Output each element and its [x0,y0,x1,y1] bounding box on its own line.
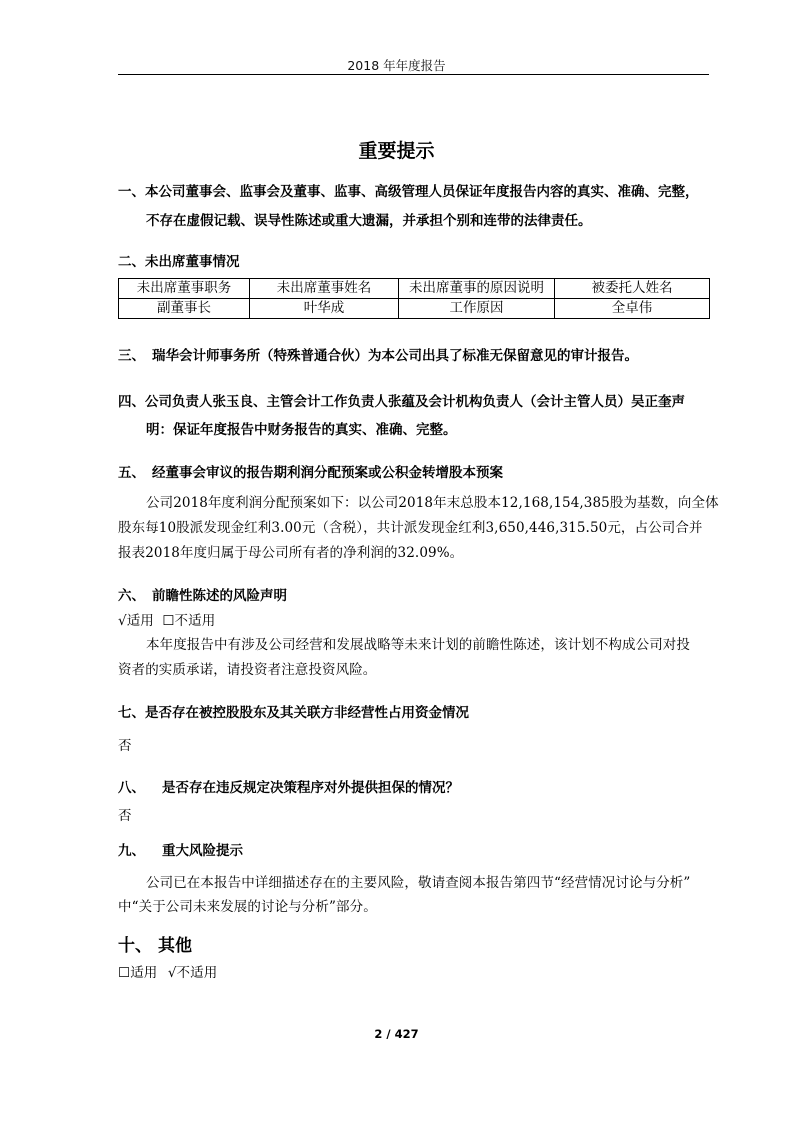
checkmark-icon: √ [167,965,177,981]
section-4-line-2: 明：保证年度报告中财务报告的真实、准确、完整。 [146,422,457,438]
section-7-heading: 七、是否存在被控股股东及其关联方非经营性占用资金情况 [118,705,469,721]
page-title: 重要提示 [358,140,435,162]
table-header-cell: 未出席董事职务 [119,279,250,299]
section-6-paragraph-line: 本年度报告中有涉及公司经营和发展战略等未来计划的前瞻性陈述，该计划不构成公司对投 [146,637,690,653]
section-10-applicability [118,961,217,981]
section-5-paragraph-line: 报表2018年度归属于母公司所有者的净利润的32.09%。 [118,545,464,561]
table-header-row [119,279,710,299]
section-9-paragraph-line: 公司已在本报告中详细描述存在的主要风险，敬请查阅本报告第四节“经营情况讨论与分析” [146,875,691,891]
table-header-cell: 被委托人姓名 [555,279,710,299]
section-5-paragraph-line: 股东每10股派发现金红利3.00元（含税），共计派发现金红利3,650,446,315.50元，占公司合并 [118,520,703,536]
section-6-paragraph-line: 资者的实质承诺，请投资者注意投资风险。 [118,662,377,678]
table-header-cell: 未出席董事姓名 [250,279,399,299]
section-6-number: 六、 [118,588,145,604]
empty-checkbox-icon: ☐ [118,965,131,981]
section-6-applicability [118,609,215,629]
section-8-answer: 否 [118,808,132,824]
table-cell: 叶华成 [250,299,399,319]
section-5-heading: 经董事会审议的报告期利润分配预案或公积金转增股本预案 [152,465,503,481]
table-cell: 工作原因 [399,299,555,319]
not-applicable-label: 不适用 [176,965,218,981]
section-2-heading: 二、未出席董事情况 [118,254,240,270]
section-10-number: 十、 [118,936,152,956]
section-7-answer: 否 [118,738,132,754]
section-8-heading: 是否存在违反规定决策程序对外提供担保的情况？ [162,780,459,796]
section-9-paragraph-line: 中“关于公司未来发展的讨论与分析”部分。 [118,899,377,915]
section-3-text: 瑞华会计师事务所（特殊普通合伙）为本公司出具了标准无保留意见的审计报告。 [152,348,638,364]
section-9-heading: 重大风险提示 [162,843,243,859]
table-row [119,299,710,319]
section-6-heading: 前瞻性陈述的风险声明 [152,588,287,604]
section-9-number: 九、 [118,843,145,859]
absent-directors-table [118,278,710,319]
section-1-line-1: 一、本公司董事会、监事会及董事、监事、高级管理人员保证年度报告内容的真实、准确、完整， [118,184,699,200]
table-cell: 全卓伟 [555,299,710,319]
section-4-line-1: 四、公司负责人张玉良、主管会计工作负责人张蕴及会计机构负责人（会计主管人员）吴正奎声 [118,394,685,410]
applicable-label: 适用 [126,613,154,629]
page-number: 2 / 427 [374,1027,419,1041]
section-5-paragraph-line: 公司2018年度利润分配预案如下：以公司2018年末总股本12,168,154,385股为基数，向全体 [146,495,719,511]
table-cell: 副董事长 [119,299,250,319]
not-applicable-label: 不适用 [174,613,216,629]
header-rule [118,74,709,75]
section-8-number: 八、 [118,780,145,796]
empty-checkbox-icon: ☐ [162,613,175,629]
section-5-number: 五、 [118,465,145,481]
applicable-label: 适用 [130,965,158,981]
section-10-heading: 其他 [158,936,192,956]
section-3-number: 三、 [118,348,145,364]
checkmark-icon: √ [118,613,127,629]
table-header-cell: 未出席董事的原因说明 [399,279,555,299]
section-1-line-2: 不存在虚假记载、误导性陈述或重大遗漏，并承担个别和连带的法律责任。 [146,213,592,229]
running-header: 2018 年年度报告 [347,58,446,73]
